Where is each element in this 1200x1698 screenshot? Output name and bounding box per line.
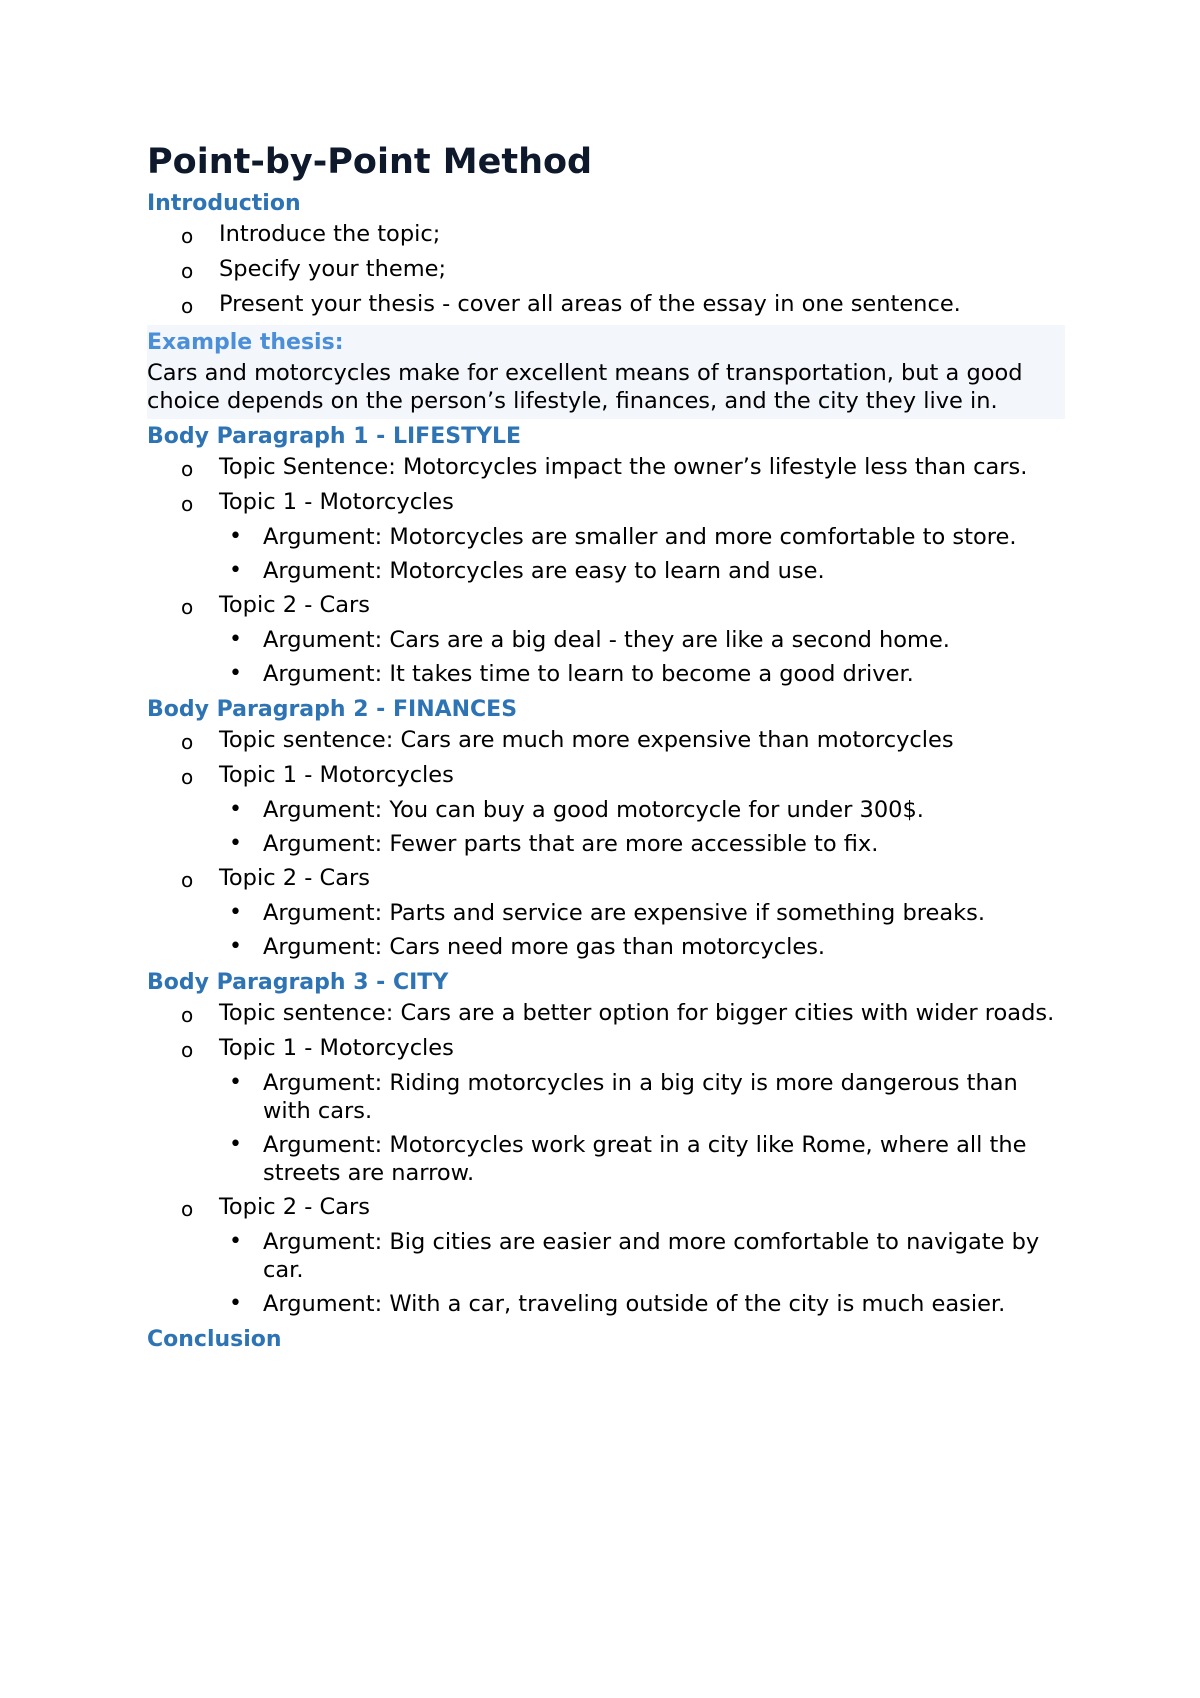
- section-body-paragraph-3: [147, 967, 1065, 1318]
- thesis-label: Example thesis:: [147, 329, 344, 355]
- list-item: o Present your thesis - cover all areas of the essay in one sentence.: [181, 290, 961, 318]
- section-heading: Body Paragraph 2 - FINANCES: [147, 696, 518, 722]
- circle-bullet-icon: o: [181, 293, 194, 318]
- sub-list-item: • Argument: Big cities are easier and more comfortable to navigate by car.: [229, 1228, 1040, 1283]
- circle-bullet-icon: o: [181, 1196, 194, 1221]
- bullet-icon: •: [229, 796, 242, 822]
- section-conclusion: [147, 1324, 1065, 1356]
- sub-list-item: • Argument: Riding motorcycles in a big city is more dangerous than with cars.: [229, 1069, 1018, 1124]
- list-item: o Topic Sentence: Motorcycles impact the owner’s lifestyle less than cars.: [181, 453, 1028, 481]
- sub-list-item: • Argument: It takes time to learn to become a good driver.: [229, 660, 914, 687]
- list-item: o Topic sentence: Cars are a better option for bigger cities with wider roads.: [181, 999, 1055, 1027]
- bullet-icon: •: [229, 1290, 242, 1316]
- list-item: o Topic 1 - Motorcycles: [181, 488, 454, 516]
- sub-list-item: • Argument: Motorcycles are easy to learn and use.: [229, 557, 825, 584]
- section-heading: Introduction: [147, 190, 301, 216]
- page-title: Point-by-Point Method: [147, 142, 593, 182]
- sub-list-item: • Argument: Fewer parts that are more accessible to fix.: [229, 830, 879, 857]
- bullet-icon: •: [229, 1131, 242, 1157]
- circle-bullet-icon: o: [181, 867, 194, 892]
- bullet-icon: •: [229, 830, 242, 856]
- sub-list-item: • Argument: Motorcycles are smaller and more comfortable to store.: [229, 523, 1017, 550]
- circle-bullet-icon: o: [181, 258, 194, 283]
- circle-bullet-icon: o: [181, 223, 194, 248]
- list-item: o Topic sentence: Cars are much more expensive than motorcycles: [181, 726, 954, 754]
- sub-list-item: • Argument: Cars are a big deal - they are like a second home.: [229, 626, 950, 653]
- list-item: o Topic 1 - Motorcycles: [181, 761, 454, 789]
- document-page: [147, 140, 1065, 1356]
- sub-list-item: • Argument: With a car, traveling outside of the city is much easier.: [229, 1290, 1006, 1317]
- section-heading: Conclusion: [147, 1326, 282, 1352]
- list-item: o Topic 2 - Cars: [181, 1193, 370, 1221]
- section-heading: Body Paragraph 1 - LIFESTYLE: [147, 423, 522, 449]
- list-item: o Specify your theme;: [181, 255, 447, 283]
- thesis-box: [147, 325, 1065, 419]
- section-heading: Body Paragraph 3 - CITY: [147, 969, 449, 995]
- circle-bullet-icon: o: [181, 1037, 194, 1062]
- bullet-icon: •: [229, 626, 242, 652]
- circle-bullet-icon: o: [181, 729, 194, 754]
- circle-bullet-icon: o: [181, 456, 194, 481]
- circle-bullet-icon: o: [181, 594, 194, 619]
- section-body-paragraph-2: [147, 694, 1065, 961]
- circle-bullet-icon: o: [181, 1002, 194, 1027]
- list-item: o Topic 1 - Motorcycles: [181, 1034, 454, 1062]
- bullet-icon: •: [229, 899, 242, 925]
- bullet-icon: •: [229, 1228, 242, 1254]
- thesis-text: Cars and motorcycles make for excellent means of transportation, but a good choice depends on the person’s lifestyle, finances, and the city they live in.: [147, 359, 1023, 414]
- bullet-icon: •: [229, 557, 242, 583]
- circle-bullet-icon: o: [181, 491, 194, 516]
- list-item: o Introduce the topic;: [181, 220, 441, 248]
- sub-list-item: • Argument: Motorcycles work great in a city like Rome, where all the streets are narrow.: [229, 1131, 1027, 1186]
- section-body-paragraph-1: [147, 421, 1065, 688]
- sub-list-item: • Argument: Parts and service are expensive if something breaks.: [229, 899, 986, 926]
- list-item: o Topic 2 - Cars: [181, 591, 370, 619]
- bullet-icon: •: [229, 1069, 242, 1095]
- circle-bullet-icon: o: [181, 764, 194, 789]
- bullet-icon: •: [229, 660, 242, 686]
- list-item: o Topic 2 - Cars: [181, 864, 370, 892]
- sub-list-item: • Argument: Cars need more gas than motorcycles.: [229, 933, 826, 960]
- sub-list-item: • Argument: You can buy a good motorcycle for under 300$.: [229, 796, 924, 823]
- section-introduction: [147, 188, 1065, 318]
- bullet-icon: •: [229, 933, 242, 959]
- bullet-icon: •: [229, 523, 242, 549]
